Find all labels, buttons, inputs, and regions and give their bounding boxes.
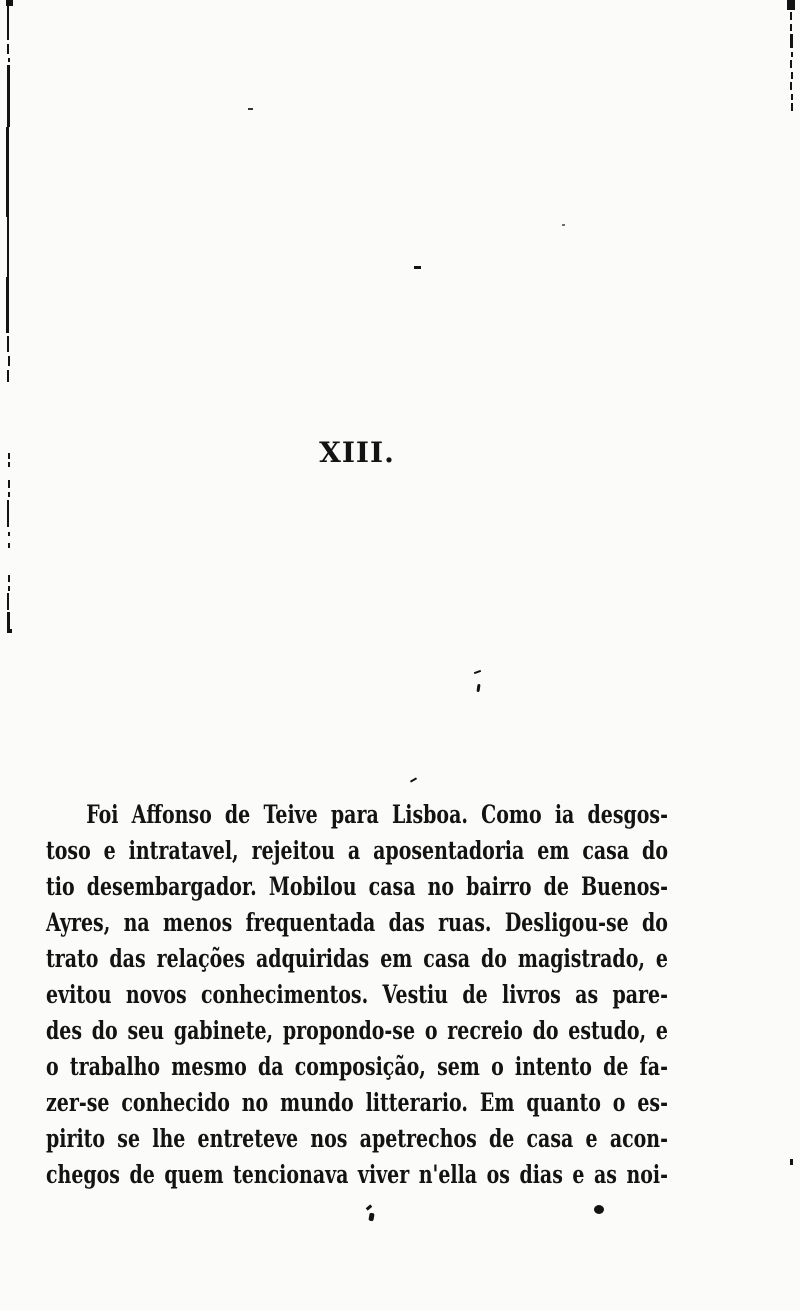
- chapter-heading: XIII.: [319, 436, 395, 469]
- ink-speck: [368, 1213, 374, 1222]
- ink-mark: [7, 500, 9, 527]
- ink-mark: [7, 6, 9, 40]
- ink-mark: [791, 94, 793, 100]
- ink-mark: [7, 217, 9, 277]
- ink-speck: [474, 670, 481, 674]
- paragraph: [46, 797, 668, 1193]
- text-line: zer-se conhecido no mundo litterario. Em quanto o es-: [46, 1088, 668, 1117]
- ink-mark: [7, 629, 12, 633]
- ink-mark: [790, 12, 792, 20]
- ink-mark: [8, 453, 10, 459]
- ink-mark: [8, 480, 10, 488]
- ink-speck: [562, 224, 565, 226]
- ink-mark: [790, 34, 793, 48]
- ink-mark: [791, 52, 793, 57]
- text-line: tio desembargador. Mobilou casa no bairro de Buenos-: [46, 872, 668, 901]
- ink-mark: [8, 586, 10, 591]
- ink-mark: [8, 543, 10, 548]
- text-line: evitou novos conhecimentos. Vestiu de livros as pare-: [46, 980, 668, 1009]
- text-line: Foi Affonso de Teive para Lisboa. Como ia desgos-: [86, 800, 668, 829]
- ink-mark: [8, 356, 10, 366]
- ink-mark: [8, 58, 10, 62]
- ink-speck: [248, 108, 253, 110]
- ink-mark: [790, 82, 792, 90]
- text-line: Ayres, na menos frequentada das ruas. Desligou-se do: [46, 908, 668, 937]
- text-line: pirito se lhe entreteve nos apetrechos de casa e acon-: [46, 1124, 668, 1153]
- ink-speck: [594, 1205, 604, 1214]
- ink-mark: [787, 0, 795, 10]
- ink-mark: [8, 462, 10, 467]
- text-line: o trabalho mesmo da composição, sem o intento de fa-: [46, 1052, 668, 1081]
- ink-mark: [8, 575, 10, 582]
- ink-mark: [6, 127, 9, 217]
- ink-speck: [790, 1159, 793, 1165]
- ink-mark: [791, 72, 793, 79]
- text-line: chegos de quem tencionava viver n'ella os dias e as noi-: [46, 1160, 668, 1189]
- ink-mark: [790, 24, 792, 31]
- ink-mark: [790, 60, 792, 68]
- ink-mark: [7, 336, 9, 352]
- ink-mark: [7, 44, 9, 54]
- ink-mark: [7, 593, 9, 610]
- ink-mark: [8, 492, 10, 497]
- ink-speck: [414, 266, 421, 269]
- text-line: des do seu gabinete, propondo-se o recreio do estudo, e: [46, 1016, 668, 1045]
- text-line: trato das relações adquiridas em casa do magistrado, e: [46, 944, 668, 973]
- ink-speck: [366, 1204, 373, 1210]
- ink-speck: [476, 684, 480, 692]
- ink-mark: [791, 103, 793, 111]
- ink-mark: [7, 370, 9, 382]
- ink-speck: [410, 777, 417, 782]
- ink-mark: [7, 65, 10, 127]
- text-line: toso e intratavel, rejeitou a aposentadoria em casa do: [46, 836, 668, 865]
- ink-mark: [6, 277, 9, 333]
- ink-mark: [8, 532, 10, 536]
